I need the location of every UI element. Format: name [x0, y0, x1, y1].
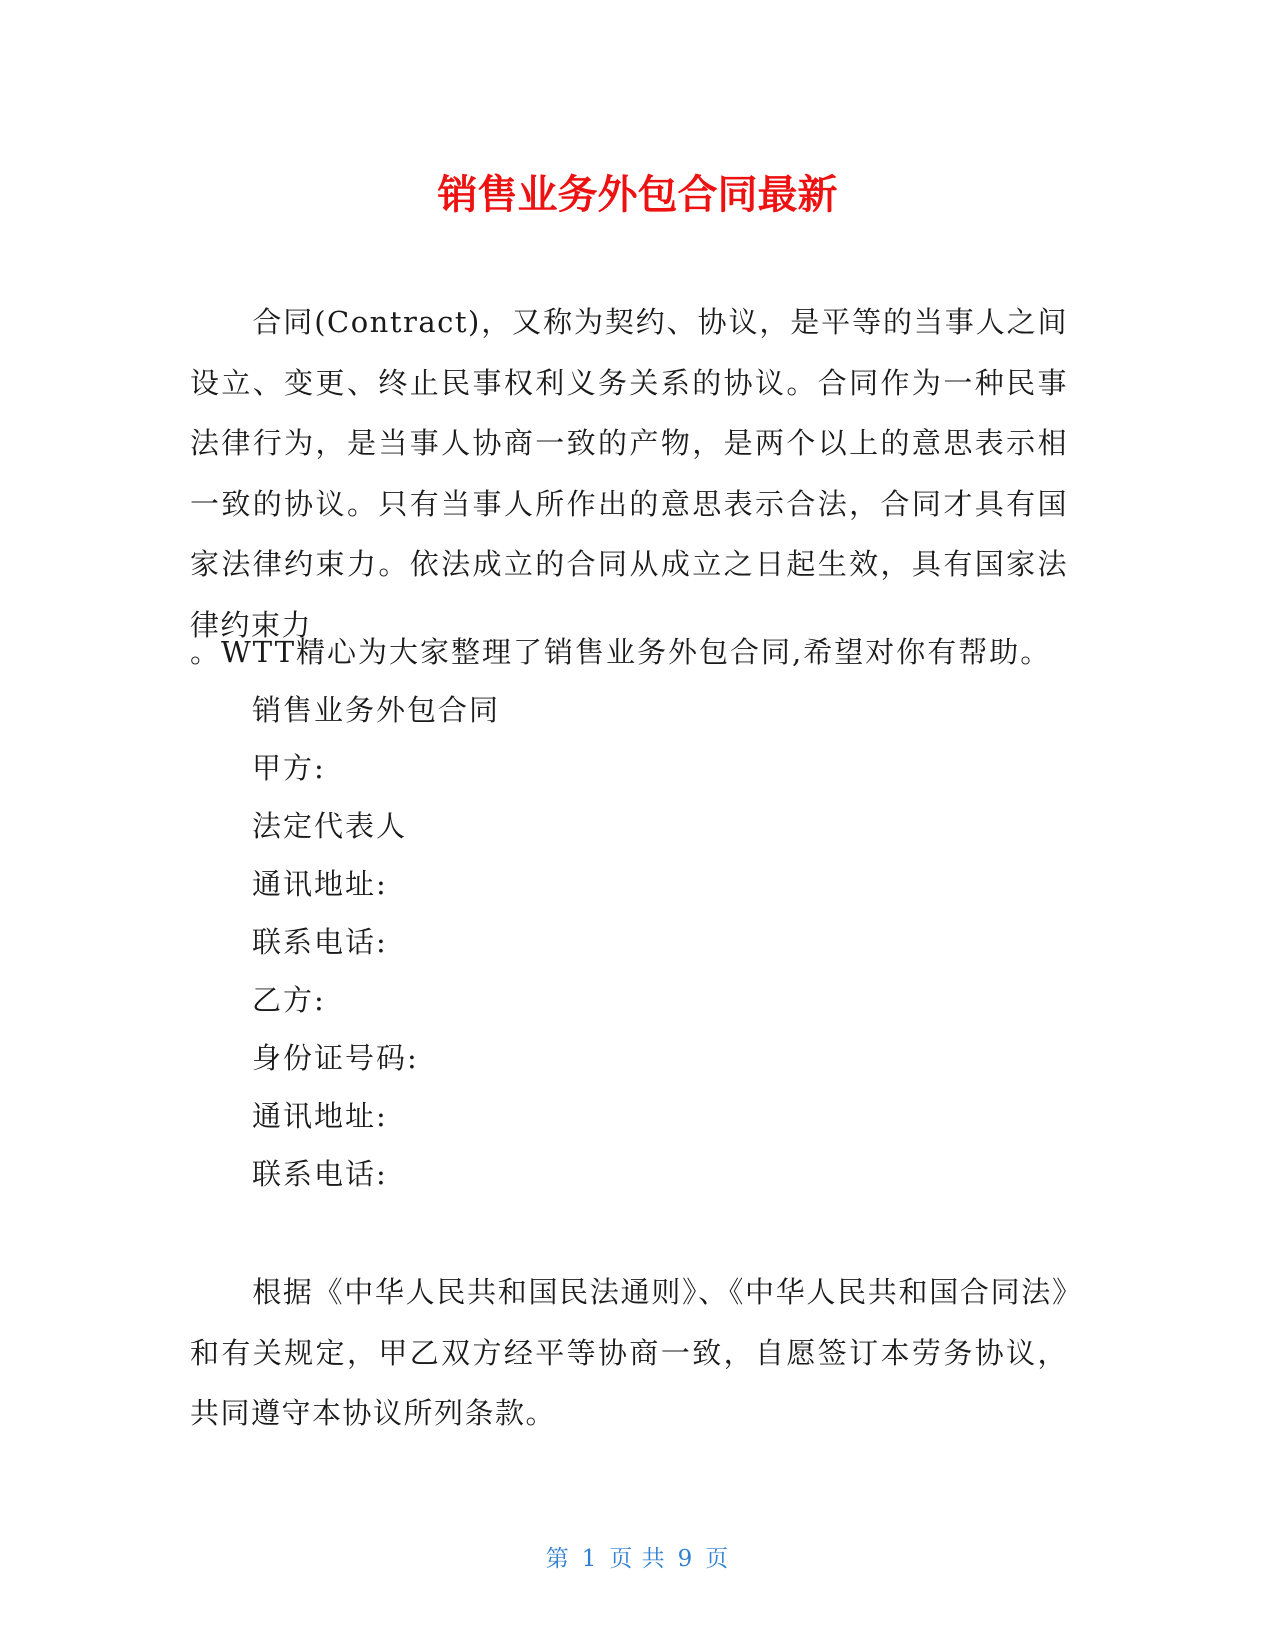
intro-paragraph: [190, 292, 1068, 655]
footer-total-pages: 9: [677, 1546, 694, 1572]
contract-heading: 销售业务外包合同: [252, 693, 501, 727]
closing-paragraph: [190, 1262, 1068, 1444]
intro-tail: 。WTT精心为大家整理了销售业务外包合同,希望对你有帮助。: [190, 635, 1052, 669]
footer-page-word-end: 页: [705, 1546, 730, 1572]
phone-a-label: 联系电话:: [252, 925, 388, 959]
footer-page-word: 第: [545, 1546, 570, 1572]
page-footer: [0, 1540, 1275, 1573]
party-a-label: 甲方:: [252, 751, 326, 785]
footer-page-total-word: 页 共: [609, 1546, 666, 1572]
intro-line-1: 合同(Contract)，又称为契约、协议，是平等的当事人之间: [252, 305, 1068, 339]
party-b-label: 乙方:: [252, 983, 326, 1017]
intro-body: 设立、变更、终止民事权利义务关系的协议。合同作为一种民事法律行为，是当事人协商一致的产物，是两个以上的意思表示相一致的协议。只有当事人所作出的意思表示合法，合同才具有国家法律约束力。依法成立的合同从成立之日起生效，具有国家法律约束力: [190, 365, 1068, 642]
address-a-label: 通讯地址:: [252, 867, 388, 901]
id-number-label: 身份证号码:: [252, 1041, 419, 1075]
closing-text: 根据《中华人民共和国民法通则》、《中华人民共和国合同法》和有关规定，甲乙双方经平等协商一致，自愿签订本劳务协议，共同遵守本协议所列条款。: [190, 1275, 1068, 1430]
address-b-label: 通讯地址:: [252, 1099, 388, 1133]
phone-b-label: 联系电话:: [252, 1157, 388, 1191]
document-title: 销售业务外包合同最新: [437, 172, 838, 218]
legal-rep-label: 法定代表人: [252, 809, 408, 843]
footer-current-page: 1: [581, 1546, 598, 1572]
